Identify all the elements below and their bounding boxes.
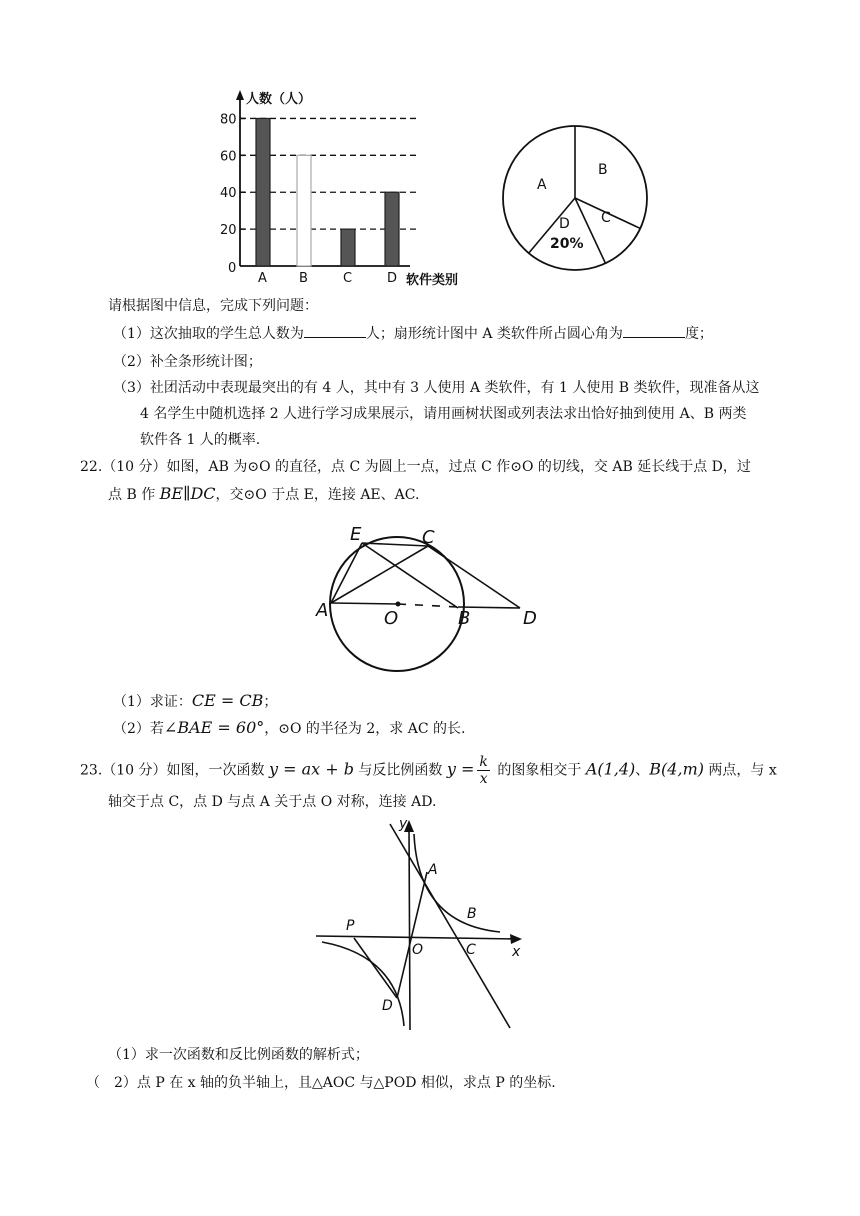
bar-category-label-d: D <box>387 271 398 286</box>
hyperbola-branch-1 <box>414 834 500 932</box>
q23-line1-d: 、 <box>635 762 650 779</box>
bar-origin-label: 0 <box>228 261 237 276</box>
bar-ytick-label-20: 20 <box>220 223 237 239</box>
q21-intro: 请根据图中信息，完成下列问题： <box>108 298 318 314</box>
bar-ytick-label-40: 40 <box>220 186 237 202</box>
label-b: B <box>467 906 477 922</box>
q23-line1-a: 23.（10 分）如图，一次函数 <box>80 762 269 779</box>
q23-point-a: A(1,4) <box>585 759 636 779</box>
label-b: B <box>458 608 471 629</box>
linear-line <box>390 824 510 1028</box>
q23-inverse-fraction <box>477 754 489 787</box>
segment-ad <box>397 872 427 998</box>
label-p: P <box>346 918 355 934</box>
x-axis <box>316 936 518 939</box>
q21-part3-line1: （3）社团活动中表现最突出的有 4 人，其中有 3 人使用 A 类软件，有 1 人使用 B 类软件，现准备从这 <box>113 380 760 396</box>
bar-y-axis-arrow <box>236 90 244 100</box>
q23-point-b: B(4,m) <box>649 759 704 779</box>
q23-frac-den: x <box>479 771 488 787</box>
bar-c <box>341 229 355 266</box>
pie-slice-percent-d: 20% <box>550 236 584 252</box>
q22-be-parallel-dc: BE∥DC <box>159 484 216 503</box>
q23-part2: （ 2）点 P 在 x 轴的负半轴上，且△AOC 与△POD 相似，求点 P 的坐标. <box>86 1075 556 1091</box>
q22-part1 <box>113 691 277 712</box>
q22-line2-b: ，交⊙O 于点 E，连接 AE、AC. <box>215 487 420 503</box>
q23-line1-e: 两点，与 x <box>703 762 777 779</box>
q23-line1-c: 的图象相交于 <box>492 762 586 779</box>
q23-graph-figure <box>310 814 540 1036</box>
label-c: C <box>466 942 476 958</box>
segment-ec <box>362 543 428 546</box>
q21-part3-line2: 4 名学生中随机选择 2 人进行学习成果展示，请用画树状图或列表法求出恰好抽到使用 A、B 两类 <box>140 406 747 422</box>
q21-part1-a: （1）这次抽取的学生总人数为 <box>113 326 304 342</box>
label-c: C <box>422 527 435 548</box>
q22-line2-a: 点 B 作 <box>108 487 160 503</box>
bar-b <box>297 155 311 266</box>
q23-line2: 轴交于点 C，点 D 与点 A 关于点 O 对称，连接 AD. <box>108 794 437 810</box>
bar-ytick-label-80: 80 <box>220 112 237 128</box>
bar-category-label-b: B <box>299 271 308 286</box>
pie-slice-label-a: A <box>537 177 547 193</box>
q21-part3-line3: 软件各 1 人的概率. <box>140 432 261 448</box>
q21-part1 <box>113 324 713 344</box>
label-d: D <box>382 998 393 1014</box>
pie-chart <box>495 118 655 278</box>
label-y: y <box>399 816 408 832</box>
segment-ob-dashed <box>398 604 458 607</box>
bar-category-label-c: C <box>343 271 353 286</box>
center-dot <box>396 602 401 607</box>
bar-ytick-label-60: 60 <box>220 149 237 165</box>
label-x: x <box>512 944 521 960</box>
segment-ao <box>331 603 398 604</box>
q23-part1: （1）求一次函数和反比例函数的解析式； <box>108 1047 369 1063</box>
label-d: D <box>523 608 537 629</box>
bar-d <box>385 192 399 266</box>
q22-part1-a: （1）求证： <box>113 694 192 710</box>
pie-slice-label-b: B <box>598 162 608 178</box>
segment-cd <box>428 546 520 608</box>
q22-line1: 22.（10 分）如图，AB 为⊙O 的直径，点 C 为圆上一点，过点 C 作⊙O 的切线，交 AB 延长线于点 D，过 <box>80 459 751 475</box>
q23-frac-num: k <box>479 754 488 770</box>
pie-slice-label-d: D <box>559 216 570 232</box>
label-o: O <box>412 942 424 958</box>
q23-line1 <box>80 754 777 787</box>
bar-xlabel: 软件类别 <box>406 273 459 286</box>
label-a: A <box>428 862 438 878</box>
bar-a <box>256 118 270 266</box>
bar-ylabel: 人数（人） <box>246 92 312 107</box>
q21-blank-angle[interactable] <box>623 325 685 338</box>
q22-part2-a: （2）若 <box>113 721 164 737</box>
q22-ce-eq-cb: CE = CB <box>191 691 264 710</box>
x-axis-arrow <box>510 934 522 944</box>
q23-linear-fn: y = ax + b <box>268 759 354 779</box>
q21-part1-b: 人；扇形统计图中 A 类软件所占圆心角为 <box>365 326 623 342</box>
q23-line1-b: 与反比例函数 <box>353 762 447 779</box>
q21-part1-c: 度； <box>684 326 713 342</box>
label-e: E <box>350 524 362 545</box>
q22-line2 <box>108 484 419 505</box>
bar-chart <box>220 86 485 286</box>
label-a: A <box>316 600 329 621</box>
label-o: O <box>384 608 399 629</box>
segment-pd <box>354 938 397 998</box>
bar-category-label-a: A <box>258 271 267 286</box>
q22-part2-b: ，⊙O 的半径为 2，求 AC 的长. <box>264 721 466 737</box>
q23-inverse-fn-y: y = <box>446 759 475 779</box>
q22-part1-b: ； <box>263 694 278 710</box>
q22-circle-figure <box>310 518 550 678</box>
q22-part2 <box>113 718 465 739</box>
q21-blank-total[interactable] <box>304 325 366 338</box>
q22-angle-bae: ∠BAE = 60° <box>163 718 265 737</box>
pie-slice-label-c: C <box>601 210 611 226</box>
q21-part2: （2）补全条形统计图； <box>113 354 262 370</box>
